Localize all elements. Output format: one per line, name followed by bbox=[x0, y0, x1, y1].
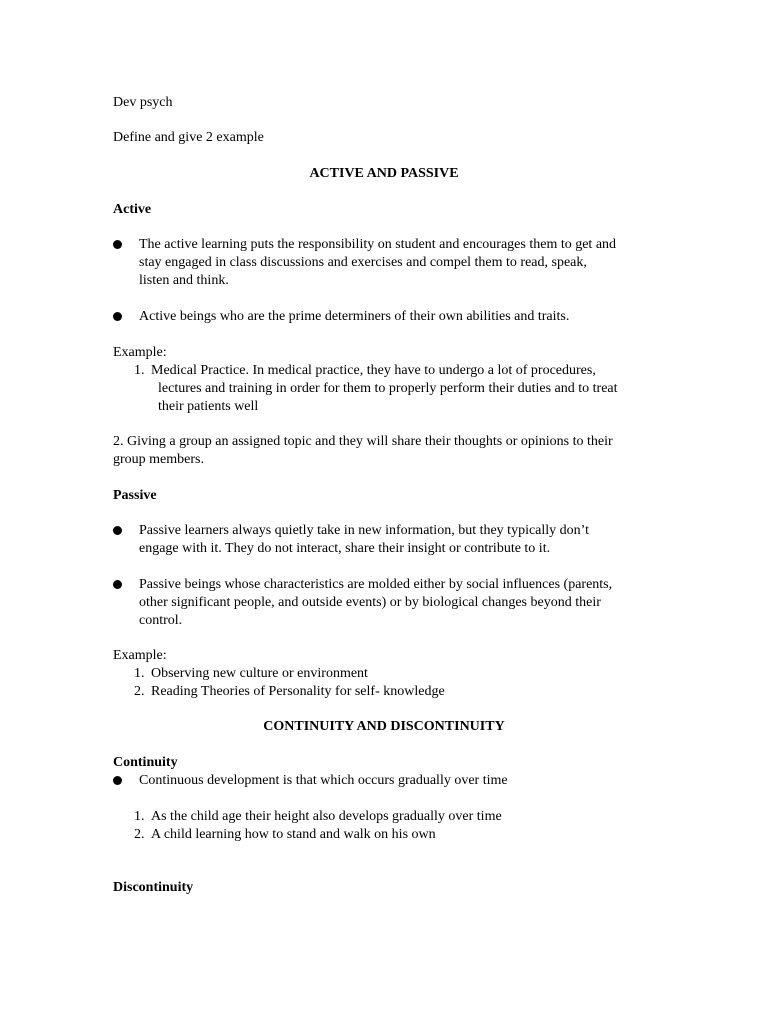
section-heading-continuity-discontinuity: CONTINUITY AND DISCONTINUITY bbox=[263, 719, 505, 734]
subheading-active: Active bbox=[113, 202, 152, 217]
bullet-line: other significant people, and outside events) or by biological changes beyond their bbox=[139, 595, 601, 610]
section-heading-active-passive: ACTIVE AND PASSIVE bbox=[309, 166, 459, 181]
example-paragraph bbox=[113, 433, 655, 469]
bullet-line: engage with it. They do not interact, share their insight or contribute to it. bbox=[139, 541, 551, 556]
item-text: As the child age their height also develops gradually over time bbox=[151, 809, 502, 824]
bullet-item bbox=[139, 522, 655, 558]
bullet-line: stay engaged in class discussions and exercises and compel them to read, speak, bbox=[139, 255, 587, 270]
numbered-item bbox=[134, 362, 655, 380]
item-number: 1. bbox=[134, 809, 145, 824]
paragraph-line: 2. Giving a group an assigned topic and they will share their thoughts or opinions to their bbox=[113, 434, 613, 449]
example-label: Example: bbox=[113, 648, 167, 663]
bullet-icon bbox=[113, 526, 122, 535]
item-text: Observing new culture or environment bbox=[151, 666, 368, 681]
numbered-item bbox=[134, 808, 655, 826]
item-text: Reading Theories of Personality for self- knowledge bbox=[151, 684, 445, 699]
bullet-item bbox=[139, 576, 655, 630]
bullet-line: Passive learners always quietly take in new information, but they typically don’t bbox=[139, 523, 589, 538]
item-text: A child learning how to stand and walk on his own bbox=[151, 827, 436, 842]
bullet-icon bbox=[113, 312, 122, 321]
paragraph-line: group members. bbox=[113, 452, 204, 467]
item-number: 1. bbox=[134, 363, 145, 378]
bullet-line: listen and think. bbox=[139, 273, 229, 288]
subheading-discontinuity: Discontinuity bbox=[113, 880, 194, 895]
item-number: 2. bbox=[134, 684, 145, 699]
numbered-item bbox=[134, 665, 655, 683]
bullet-icon bbox=[113, 240, 122, 249]
item-number: 2. bbox=[134, 827, 145, 842]
item-line: Medical Practice. In medical practice, they have to undergo a lot of procedures, bbox=[151, 363, 596, 378]
bullet-line: Passive beings whose characteristics are molded either by social influences (parents, bbox=[139, 577, 613, 592]
numbered-item bbox=[134, 683, 655, 701]
bullet-line: The active learning puts the responsibility on student and encourages them to get and bbox=[139, 237, 617, 252]
numbered-item-continuation: lectures and training in order for them to properly perform their duties and to treat bbox=[158, 381, 618, 396]
item-number: 1. bbox=[134, 666, 145, 681]
doc-title: Dev psych bbox=[113, 95, 173, 110]
subheading-passive: Passive bbox=[113, 488, 157, 503]
example-label: Example: bbox=[113, 345, 167, 360]
bullet-item: Active beings who are the prime determiners of their own abilities and traits. bbox=[139, 309, 570, 324]
bullet-item: Continuous development is that which occurs gradually over time bbox=[139, 773, 508, 788]
numbered-item-continuation: their patients well bbox=[158, 399, 259, 414]
bullet-icon bbox=[113, 580, 122, 589]
bullet-item bbox=[139, 236, 655, 290]
bullet-icon bbox=[113, 776, 122, 785]
subheading-continuity: Continuity bbox=[113, 755, 178, 770]
instruction-text: Define and give 2 example bbox=[113, 130, 264, 145]
numbered-item bbox=[134, 826, 655, 844]
bullet-line: control. bbox=[139, 613, 183, 628]
